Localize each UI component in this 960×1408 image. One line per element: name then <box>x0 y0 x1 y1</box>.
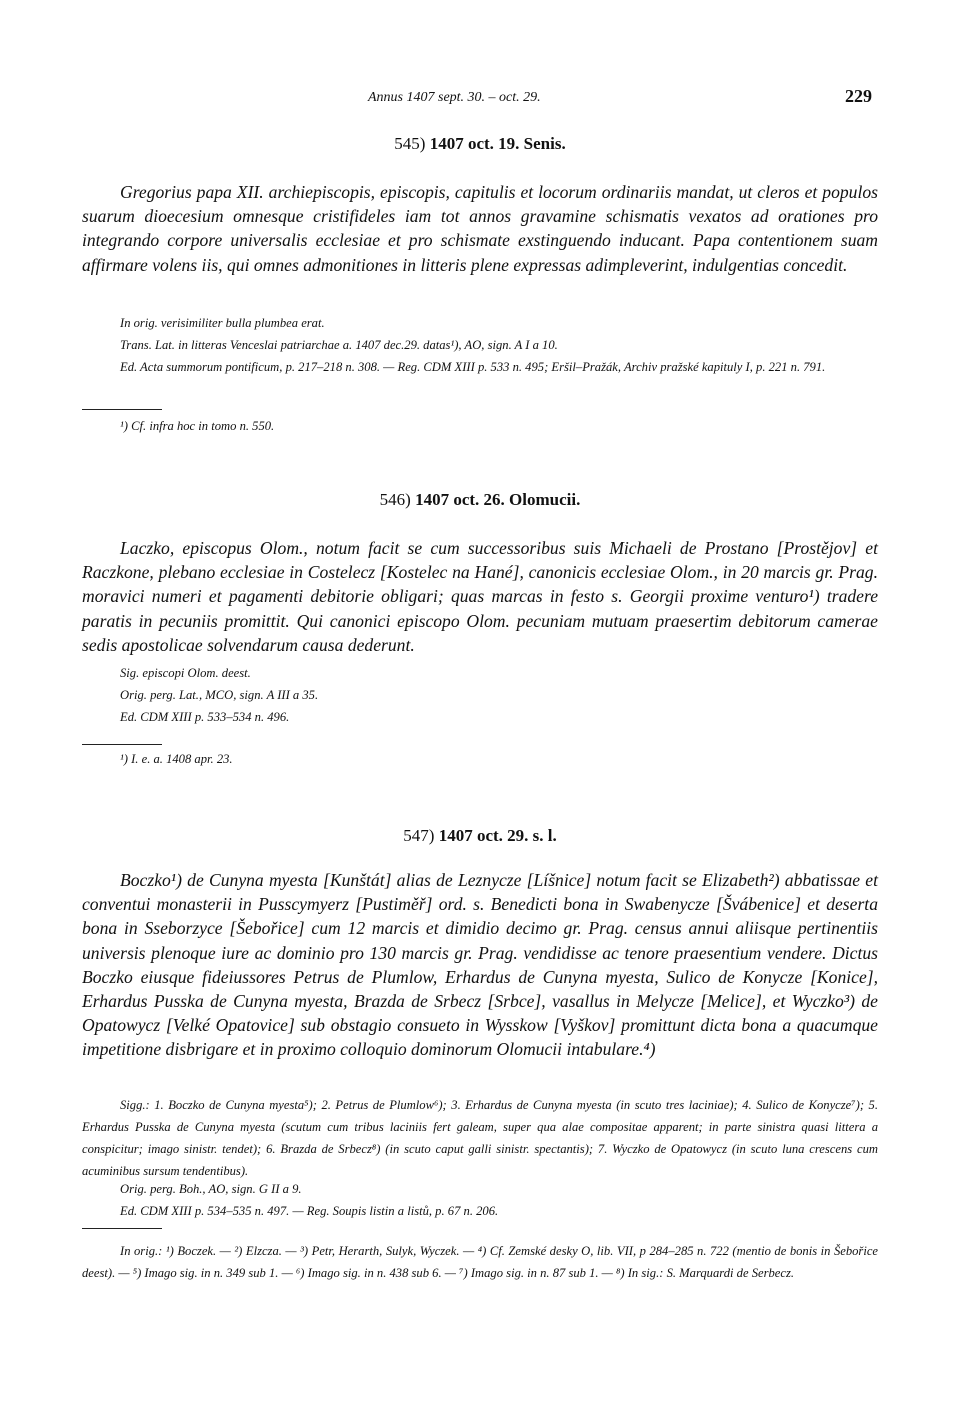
doc-547-note: Orig. perg. Boh., AO, sign. G II a 9. <box>120 1182 302 1196</box>
doc-547-title <box>0 826 960 846</box>
doc-547-seals <box>82 1094 878 1182</box>
doc-545-notes <box>82 312 878 378</box>
doc-547-footnotes: In orig.: ¹) Boczek. — ²) Elzcza. — ³) Petr, Herarth, Sulyk, Wyczek. — ⁴) Cf. Zemské desky O, lib. VII, p 284–285 n. 722 (mentio de bonis in Šebořice deest). — ⁵) Imago sig. in n. 349 sub 1. — ⁶) Imago sig. in n. 438 sub 6. — ⁷) Imago sig. in n. 87 sub 1. — ⁸) In sig.: S. Marquardi de Serbecz. <box>82 1244 878 1280</box>
doc-545-title <box>0 134 960 154</box>
running-header: Annus 1407 sept. 30. – oct. 29. <box>368 90 541 105</box>
doc-547-seals-text: Sigg.: 1. Boczko de Cunyna myesta⁵); 2. Petrus de Plumlow⁶); 3. Erhardus de Cunyna myesta (in scuto tres laciniae); 4. Sulico de Konycze⁷); 5. Erhardus Pusska de Cunyna myesta (scutum cum tribus laciniis fert galeam, super qua alae compositae apparent; in parte sinistra quasi littera a conspicitur; imago sinistr. tendet); 6. Brazda de Srbecz⁸) (in scuto caput galli sinistr. spectantis); 7. Wyczko de Opatowycz (in scuto luna crescens cum acuminibus sursum tendentibus). <box>82 1098 878 1178</box>
doc-546-number: 546) <box>379 490 411 509</box>
doc-546-note: Sig. episcopi Olom. deest. <box>120 666 251 680</box>
doc-545-note: Ed. Acta summorum pontificum, p. 217–218 n. 308. — Reg. CDM XIII p. 533 n. 495; Eršil–Pražák, Archiv pražské kapituly I, p. 221 n. 791. <box>120 360 826 374</box>
doc-545-regest: Gregorius papa XII. archiepiscopis, episcopis, capitulis et locorum ordinariis mandat, ut cleros et populos suarum dioecesium omnesque cristifideles iam tot annos gravamine schismatis vexatos ad orationes pro integrando corpore universalis ecclesiae et pro schismate exstinguendo inducant. Papa contentionem suam affirmare volens iis, qui omnes admonitiones in litteris plene expressas adimpleverint, indulgentias concedit. <box>82 182 878 275</box>
doc-547-note: Ed. CDM XIII p. 534–535 n. 497. — Reg. Soupis listin a listů, p. 67 n. 206. <box>120 1204 499 1218</box>
doc-547-number: 547) <box>403 826 435 845</box>
doc-546-title <box>0 490 960 510</box>
doc-545-note: In orig. verisimiliter bulla plumbea erat. <box>120 316 325 330</box>
footnote-rule <box>82 744 162 745</box>
page-number: 229 <box>845 86 872 106</box>
doc-545-footnote: ¹) Cf. infra hoc in tomo n. 550. <box>120 419 275 433</box>
doc-547-regest: Boczko¹) de Cunyna myesta [Kunštát] alias de Leznycze [Líšnice] notum facit se Elizabeth²) abbatissae et conventui monasterii in Pusscymyerz [Pustiměř] ord. s. Benedicti bona in Swabenycze [Švábenice] et deserta bona in Sseborzyce [Šebořice] cum 12 marcis et dimidio decimo gr. Prag. census annui aliisque pertinentiis universis plenoque iure ac dominio pro 130 marcis gr. Prag. vendidisse ac tenore praesentium vendere. Dictus Boczko eiusque fideiussores Petrus de Plumlow, Erhardus de Cunyna myesta, Sulico de Konycze [Konice], Erhardus Pusska de Cunyna myesta, Brazda de Srbecz [Srbce], vasallus in Melycze [Melice], et Wyczko³) de Opatowycz [Velké Opatovice] sub obstagio consueto in Wysskow [Vyškov] promittunt dicta bona a quacumque impetitione disbrigare et in proximo colloquio dominorum Olomucii intabulare.⁴) <box>82 870 878 1060</box>
doc-545-date-place: 1407 oct. 19. Senis. <box>429 134 566 153</box>
doc-547-notes <box>82 1178 878 1222</box>
doc-546-note: Ed. CDM XIII p. 533–534 n. 496. <box>120 710 290 724</box>
footnote-rule <box>82 1228 162 1229</box>
doc-545-number: 545) <box>394 134 426 153</box>
doc-546-regest: Laczko, episcopus Olom., notum facit se cum successoribus suis Michaeli de Prostano [Prostějov] et Raczkone, plebano ecclesiae in Costelecz [Kostelec na Hané], canonicis ecclesiae Olom., in 20 marcis gr. Prag. moravici numeri et pagamenti debitorie obligari; quas marcas in festo s. Georgii proxime venturo¹) tradere paratis in pecuniis promittit. Qui canonici episcopo Olom. pecuniam mutuam praesertim debitorum camerae sedis apostolicae solvendarum causa dederunt. <box>82 538 878 655</box>
doc-546-footnote: ¹) I. e. a. 1408 apr. 23. <box>120 752 233 766</box>
doc-547-date-place: 1407 oct. 29. s. l. <box>438 826 557 845</box>
doc-546-date-place: 1407 oct. 26. Olomucii. <box>415 490 581 509</box>
footnote-rule <box>82 409 162 410</box>
doc-546-note: Orig. perg. Lat., MCO, sign. A III a 35. <box>120 688 319 702</box>
doc-545-note: Trans. Lat. in litteras Venceslai patriarchae a. 1407 dec.29. datas¹), AO, sign. A I a 10. <box>120 338 558 352</box>
doc-546-notes <box>82 662 878 728</box>
